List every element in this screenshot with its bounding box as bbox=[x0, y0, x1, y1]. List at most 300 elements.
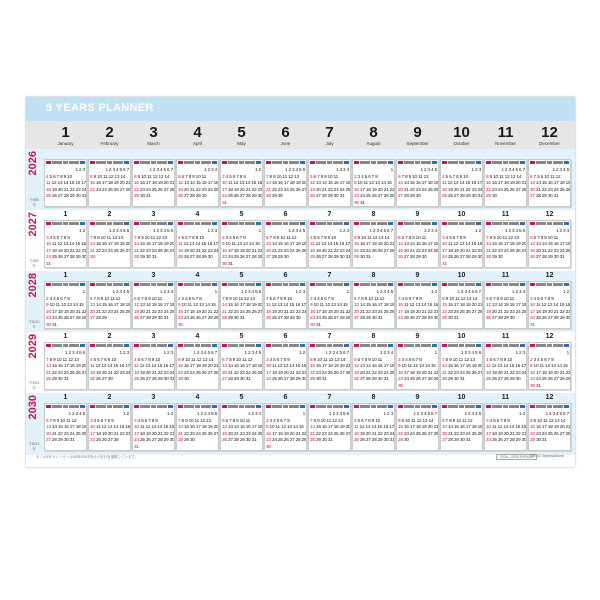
day-cell: 30 bbox=[46, 321, 51, 327]
day-cell: 27 bbox=[145, 376, 151, 381]
day-cell: 16 bbox=[553, 241, 559, 246]
day-cell: 1 bbox=[501, 167, 504, 172]
day-cell: 29 bbox=[233, 376, 239, 381]
day-cell: 22 bbox=[69, 186, 75, 192]
week-row bbox=[266, 315, 306, 321]
day-cell: 22 bbox=[327, 186, 333, 192]
day-cell: 17 bbox=[222, 186, 227, 192]
day-cell: 14 bbox=[208, 356, 214, 362]
month-calendar bbox=[440, 342, 483, 390]
month-calendar bbox=[220, 220, 263, 268]
day-cell: 11 bbox=[502, 234, 507, 240]
day-cell: 30 bbox=[169, 437, 175, 442]
day-cell: 27 bbox=[421, 376, 427, 381]
day-cell: 12 bbox=[139, 363, 145, 368]
week-row bbox=[266, 444, 306, 450]
day-cell: 28 bbox=[433, 430, 439, 436]
day-cell: 5 bbox=[320, 295, 324, 301]
day-cell: 8 bbox=[408, 234, 412, 240]
day-cell: 29 bbox=[486, 193, 491, 198]
month-name: July bbox=[325, 141, 334, 146]
day-cell: 14 bbox=[327, 241, 333, 246]
week-row bbox=[222, 424, 262, 430]
day-cell: 17 bbox=[497, 180, 503, 185]
day-cell: 14 bbox=[204, 302, 210, 307]
week-row bbox=[310, 315, 350, 321]
day-cell: 19 bbox=[465, 302, 471, 307]
week-row bbox=[90, 411, 130, 417]
day-cell: 29 bbox=[289, 315, 295, 320]
day-cell: 22 bbox=[183, 430, 189, 436]
week-row bbox=[530, 174, 570, 180]
day-cell: 9 bbox=[364, 295, 368, 301]
day-cell: 22 bbox=[201, 247, 207, 253]
week-row bbox=[442, 187, 482, 193]
month-number: 9 bbox=[415, 394, 420, 401]
day-cell: 15 bbox=[453, 424, 459, 429]
month-number: 7 bbox=[327, 333, 332, 340]
month-calendar bbox=[396, 159, 439, 207]
day-cell: 25 bbox=[157, 247, 163, 253]
day-cell: 13 bbox=[422, 417, 428, 423]
day-cell: 30 bbox=[81, 254, 87, 259]
day-cell: 19 bbox=[178, 186, 183, 192]
day-cell: 15 bbox=[139, 241, 145, 246]
day-cell: 25 bbox=[271, 376, 277, 381]
month-calendar bbox=[528, 159, 571, 207]
week-row bbox=[266, 437, 306, 443]
day-cell: 4 bbox=[90, 356, 93, 362]
day-cell: 22 bbox=[415, 247, 421, 253]
month-number: 6 bbox=[283, 272, 288, 279]
day-cell: 17 bbox=[125, 363, 131, 368]
day-cell: 28 bbox=[509, 437, 515, 442]
day-cell: 15 bbox=[254, 241, 260, 246]
day-cell: 8 bbox=[107, 417, 111, 423]
weekday-header bbox=[354, 222, 393, 226]
week-row bbox=[90, 357, 130, 363]
day-cell: 6 bbox=[276, 356, 280, 362]
week-row bbox=[530, 228, 570, 234]
day-cell: 2 bbox=[555, 167, 559, 172]
day-cell: 21 bbox=[371, 430, 377, 436]
day-cell: 29 bbox=[365, 315, 371, 320]
day-cell: 8 bbox=[489, 234, 492, 240]
week-row bbox=[266, 248, 306, 254]
week-row bbox=[178, 437, 218, 443]
year-band-2026 bbox=[26, 149, 575, 211]
day-cell: 16 bbox=[257, 180, 263, 185]
day-cell: 2 bbox=[464, 350, 467, 355]
day-cell: 24 bbox=[453, 308, 459, 314]
day-cell: 26 bbox=[491, 376, 497, 381]
day-cell: 24 bbox=[207, 186, 213, 192]
week-row bbox=[310, 289, 350, 295]
day-cell: 9 bbox=[493, 234, 496, 240]
day-cell: 21 bbox=[169, 180, 175, 185]
week-row bbox=[134, 431, 174, 437]
day-cell: 19 bbox=[101, 430, 107, 436]
day-cell: 3 bbox=[291, 167, 295, 172]
day-cell: 11 bbox=[103, 173, 108, 179]
day-cell: 30 bbox=[459, 437, 465, 442]
day-cell: 2 bbox=[46, 295, 49, 301]
day-cell: 30 bbox=[383, 437, 389, 442]
month-number: 2 bbox=[107, 211, 112, 218]
day-cell: 6 bbox=[280, 417, 283, 423]
month-calendar bbox=[176, 281, 219, 329]
day-cell: 12 bbox=[332, 417, 337, 423]
day-cell: 15 bbox=[57, 424, 63, 429]
planner-title: 5 YEARS PLANNER bbox=[46, 102, 154, 114]
day-cell: 7 bbox=[229, 417, 232, 423]
day-cell: 14 bbox=[245, 180, 251, 185]
day-cell: 11 bbox=[418, 173, 423, 179]
day-cell: 18 bbox=[389, 363, 395, 368]
day-cell: 14 bbox=[266, 180, 271, 185]
day-cell: 19 bbox=[327, 308, 333, 314]
month-number: 4 bbox=[195, 211, 200, 218]
day-cell: 6 bbox=[387, 228, 390, 233]
day-cell: 22 bbox=[559, 308, 565, 314]
day-cell: 20 bbox=[63, 247, 69, 253]
day-cell: 16 bbox=[101, 241, 107, 246]
week-row bbox=[398, 424, 438, 430]
day-cell: 22 bbox=[433, 369, 439, 375]
day-cell: 6 bbox=[368, 173, 371, 179]
day-cell: 6 bbox=[449, 173, 452, 179]
day-cell: 16 bbox=[497, 241, 503, 246]
week-row bbox=[398, 383, 438, 389]
week-row bbox=[486, 309, 526, 315]
month-number: 4 bbox=[195, 394, 200, 401]
day-cell: 5 bbox=[449, 234, 452, 240]
day-cell: 8 bbox=[320, 173, 324, 179]
day-cell: 14 bbox=[465, 241, 471, 246]
month-calendar bbox=[484, 220, 527, 268]
day-cell: 27 bbox=[289, 437, 295, 442]
month-number: 3 bbox=[151, 333, 156, 340]
day-cell: 27 bbox=[163, 186, 169, 192]
day-cell: 13 bbox=[510, 173, 516, 179]
month-number: 10 bbox=[453, 124, 470, 141]
day-cell: 3 bbox=[471, 411, 474, 416]
day-cell: 15 bbox=[547, 241, 553, 246]
day-cell: 27 bbox=[515, 186, 521, 192]
day-cell: 31 bbox=[169, 376, 175, 381]
day-cell: 6 bbox=[211, 350, 214, 355]
month-number: 1 bbox=[63, 211, 68, 218]
day-cell: 30 bbox=[415, 193, 421, 198]
day-cell: 29 bbox=[239, 437, 245, 442]
week-row bbox=[134, 167, 174, 173]
day-cell: 9 bbox=[398, 363, 401, 368]
day-cell: 28 bbox=[69, 254, 75, 259]
day-cell: 9 bbox=[111, 417, 114, 423]
day-cell: 20 bbox=[559, 424, 565, 429]
day-cell: 15 bbox=[295, 363, 301, 368]
day-cell: 19 bbox=[389, 302, 395, 307]
week-row bbox=[442, 370, 482, 376]
day-cell: 28 bbox=[371, 437, 377, 442]
day-cell: 7 bbox=[346, 350, 349, 355]
day-cell: 10 bbox=[104, 295, 109, 301]
day-cell: 15 bbox=[515, 424, 521, 429]
day-cell: 3 bbox=[511, 228, 515, 233]
day-cell: 19 bbox=[433, 180, 439, 185]
day-cell: 15 bbox=[157, 363, 163, 368]
day-cell: 21 bbox=[245, 186, 251, 192]
day-cell: 16 bbox=[403, 424, 409, 429]
week-row bbox=[46, 437, 86, 443]
day-cell: 25 bbox=[139, 437, 145, 442]
day-cell: 6 bbox=[346, 411, 349, 416]
day-cell: 23 bbox=[453, 369, 459, 375]
day-cell: 26 bbox=[81, 430, 87, 436]
week-row bbox=[178, 167, 218, 173]
day-cell: 26 bbox=[333, 369, 339, 375]
month-number: 4 bbox=[193, 124, 202, 141]
day-cell: 21 bbox=[553, 308, 559, 314]
day-cell: 4 bbox=[115, 167, 119, 172]
month-calendar bbox=[132, 159, 175, 207]
day-cell: 31 bbox=[453, 315, 459, 320]
day-cell: 14 bbox=[459, 180, 465, 185]
day-cell: 8 bbox=[188, 173, 192, 179]
day-cell: 9 bbox=[107, 356, 111, 362]
day-cell: 14 bbox=[560, 417, 566, 423]
day-cell: 8 bbox=[104, 356, 107, 362]
day-cell: 15 bbox=[271, 180, 277, 185]
day-cell: 28 bbox=[145, 315, 151, 320]
week-row bbox=[46, 167, 86, 173]
week-row bbox=[266, 376, 306, 382]
week-row bbox=[266, 431, 306, 437]
day-cell: 6 bbox=[361, 417, 364, 423]
day-cell: 26 bbox=[157, 186, 163, 192]
week-row bbox=[398, 241, 438, 247]
day-cell: 21 bbox=[69, 247, 75, 253]
day-cell: 9 bbox=[93, 173, 96, 179]
era-label: 令和11年 bbox=[28, 381, 40, 390]
day-cell: 8 bbox=[419, 356, 422, 362]
day-cell: 26 bbox=[486, 315, 491, 320]
day-cell: 8 bbox=[459, 234, 463, 240]
day-cell: 1 bbox=[471, 167, 474, 172]
day-cell: 21 bbox=[222, 308, 227, 314]
day-cell: 20 bbox=[213, 424, 219, 429]
month-calendar bbox=[132, 220, 175, 268]
day-cell: 20 bbox=[277, 308, 283, 314]
day-cell: 23 bbox=[565, 308, 571, 314]
day-cell: 24 bbox=[271, 437, 277, 442]
week-row bbox=[222, 235, 262, 241]
day-cell: 17 bbox=[465, 424, 471, 429]
day-cell: 2 bbox=[222, 234, 225, 240]
weekday-header bbox=[90, 405, 129, 409]
week-row bbox=[46, 424, 86, 430]
day-cell: 11 bbox=[455, 295, 460, 301]
week-row bbox=[266, 424, 306, 430]
week-row bbox=[222, 370, 262, 376]
day-cell: 12 bbox=[68, 356, 73, 362]
day-cell: 4 bbox=[405, 356, 408, 362]
day-cell: 5 bbox=[427, 411, 430, 416]
day-cell: 5 bbox=[258, 350, 261, 355]
day-cell: 10 bbox=[463, 173, 469, 179]
day-cell: 25 bbox=[119, 308, 125, 314]
day-cell: 7 bbox=[500, 417, 503, 423]
day-cell: 28 bbox=[107, 376, 113, 381]
day-cell: 17 bbox=[345, 241, 351, 246]
day-cell: 29 bbox=[51, 376, 57, 381]
month-number: 6 bbox=[283, 394, 288, 401]
week-row bbox=[178, 302, 218, 308]
day-cell: 13 bbox=[550, 363, 556, 368]
day-cell: 16 bbox=[383, 424, 389, 429]
day-cell: 4 bbox=[445, 234, 448, 240]
day-cell: 9 bbox=[287, 356, 290, 362]
day-cell: 8 bbox=[361, 295, 364, 301]
day-cell: 1 bbox=[464, 411, 467, 416]
week-row bbox=[354, 289, 394, 295]
day-cell: 1 bbox=[413, 411, 416, 416]
day-cell: 5 bbox=[273, 356, 276, 362]
day-cell: 18 bbox=[289, 180, 295, 185]
day-cell: 20 bbox=[289, 430, 295, 436]
week-row bbox=[46, 241, 86, 247]
day-cell: 20 bbox=[453, 186, 459, 192]
day-cell: 12 bbox=[193, 302, 198, 307]
day-cell: 13 bbox=[151, 424, 157, 429]
day-cell: 18 bbox=[233, 247, 239, 253]
day-cell: 7 bbox=[239, 234, 243, 240]
day-cell: 3 bbox=[427, 167, 430, 172]
day-cell: 4 bbox=[339, 411, 342, 416]
week-row bbox=[134, 350, 174, 356]
day-cell: 17 bbox=[101, 180, 107, 185]
day-cell: 29 bbox=[57, 437, 63, 442]
day-cell: 15 bbox=[559, 302, 565, 307]
day-cell: 26 bbox=[377, 247, 383, 253]
day-cell: 7 bbox=[104, 417, 107, 423]
day-cell: 23 bbox=[521, 430, 527, 436]
day-cell: 27 bbox=[535, 254, 541, 259]
day-cell: 11 bbox=[377, 356, 383, 362]
day-cell: 5 bbox=[232, 234, 236, 240]
day-cell: 19 bbox=[125, 302, 131, 307]
day-cell: 30 bbox=[178, 321, 183, 327]
week-row bbox=[178, 411, 218, 417]
day-cell: 30 bbox=[245, 437, 251, 442]
day-cell: 13 bbox=[315, 180, 321, 185]
day-cell: 22 bbox=[178, 369, 183, 375]
day-cell: 14 bbox=[72, 302, 78, 307]
day-cell: 25 bbox=[442, 193, 447, 198]
day-cell: 24 bbox=[134, 437, 139, 442]
week-row bbox=[266, 289, 306, 295]
week-row bbox=[354, 376, 394, 382]
day-cell: 24 bbox=[301, 308, 307, 314]
day-cell: 26 bbox=[409, 315, 415, 320]
week-row bbox=[310, 376, 350, 382]
week-row bbox=[134, 174, 174, 180]
day-cell: 15 bbox=[530, 424, 535, 429]
month-calendar bbox=[484, 281, 527, 329]
day-cell: 16 bbox=[321, 424, 327, 429]
month-header-2 bbox=[88, 121, 131, 147]
week-row bbox=[486, 418, 526, 424]
day-cell: 8 bbox=[537, 173, 540, 179]
day-cell: 31 bbox=[145, 193, 151, 198]
day-cell: 27 bbox=[213, 430, 219, 436]
day-cell: 26 bbox=[239, 254, 245, 259]
day-cell: 18 bbox=[139, 430, 145, 436]
weekday-header bbox=[310, 222, 349, 226]
day-cell: 29 bbox=[183, 437, 189, 442]
day-cell: 25 bbox=[403, 315, 409, 320]
day-cell: 16 bbox=[139, 180, 145, 185]
day-cell: 19 bbox=[453, 247, 459, 253]
day-cell: 6 bbox=[53, 173, 56, 179]
day-cell: 29 bbox=[465, 193, 471, 198]
day-cell: 4 bbox=[390, 350, 393, 355]
day-cell: 24 bbox=[245, 369, 251, 375]
day-cell: 20 bbox=[119, 180, 125, 185]
day-cell: 21 bbox=[195, 247, 201, 253]
week-row bbox=[178, 376, 218, 382]
day-cell: 21 bbox=[447, 430, 453, 436]
day-cell: 23 bbox=[233, 308, 239, 314]
day-cell: 8 bbox=[398, 417, 401, 423]
day-cell: 24 bbox=[90, 437, 95, 442]
week-row bbox=[398, 235, 438, 241]
day-cell: 6 bbox=[214, 411, 217, 416]
day-cell: 24 bbox=[383, 369, 389, 375]
day-cell: 31 bbox=[315, 321, 321, 327]
month-number: 3 bbox=[151, 211, 156, 218]
day-cell: 25 bbox=[113, 247, 119, 253]
day-cell: 5 bbox=[354, 356, 357, 362]
day-cell: 22 bbox=[195, 186, 201, 192]
day-cell: 11 bbox=[354, 424, 359, 429]
day-cell: 30 bbox=[233, 315, 239, 320]
day-cell: 16 bbox=[178, 308, 183, 314]
day-cell: 16 bbox=[415, 180, 421, 185]
weekday-header bbox=[178, 344, 217, 348]
day-cell: 7 bbox=[148, 417, 151, 423]
day-cell: 3 bbox=[90, 417, 93, 423]
day-cell: 19 bbox=[277, 369, 283, 375]
day-cell: 14 bbox=[289, 363, 295, 368]
day-cell: 11 bbox=[282, 173, 287, 179]
day-cell: 27 bbox=[283, 376, 289, 381]
day-cell: 11 bbox=[150, 234, 155, 240]
day-cell: 18 bbox=[266, 308, 271, 314]
day-cell: 30 bbox=[145, 254, 151, 259]
day-cell: 20 bbox=[383, 241, 389, 246]
day-cell: 2 bbox=[288, 167, 291, 172]
day-cell: 13 bbox=[466, 295, 472, 301]
day-cell: 25 bbox=[201, 430, 207, 436]
day-cell: 26 bbox=[453, 254, 459, 259]
day-cell: 1 bbox=[328, 411, 332, 416]
day-cell: 21 bbox=[283, 308, 289, 314]
day-cell: 11 bbox=[242, 356, 247, 362]
day-cell: 3 bbox=[46, 234, 49, 240]
day-cell: 24 bbox=[559, 247, 565, 253]
footnote: ※この5年カレンダーは2025年8月時点の祝日を掲載しています。 bbox=[36, 455, 139, 459]
